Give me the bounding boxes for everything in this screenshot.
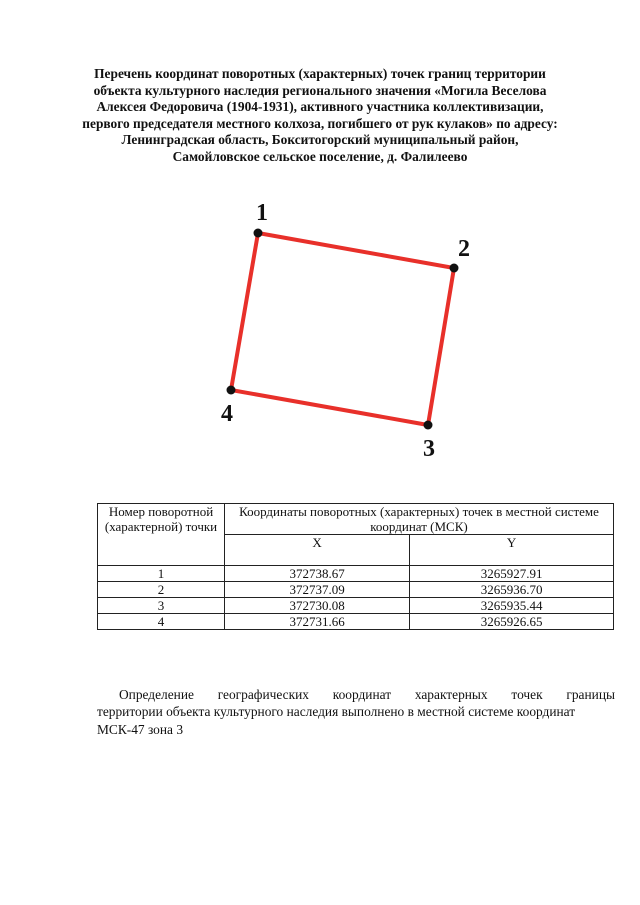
table-header-row <box>98 504 614 535</box>
point-number-cell: 2 <box>98 582 225 598</box>
x-cell: 372730.08 <box>225 598 410 614</box>
point-number-cell: 1 <box>98 566 225 582</box>
y-cell: 3265935.44 <box>410 598 614 614</box>
coordinates-header: Координаты поворотных (характерных) точек в местной системе координат (МСК) <box>225 504 614 535</box>
x-cell: 372738.67 <box>225 566 410 582</box>
coordinates-table <box>97 503 614 630</box>
y-cell: 3265927.91 <box>410 566 614 582</box>
note-line: Определение географических координат характерных точек границы <box>119 687 615 702</box>
vertex-point-4 <box>227 386 236 395</box>
y-column-header: Y <box>410 535 614 566</box>
point-number-cell: 3 <box>98 598 225 614</box>
vertex-label-4: 4 <box>221 401 233 427</box>
title-line: Перечень координат поворотных (характерных) точек границ территории <box>94 66 546 81</box>
vertex-label-1: 1 <box>256 200 268 226</box>
coordinate-system-note <box>97 686 615 738</box>
point-number-header: Номер поворотной (характерной) точки <box>98 504 225 566</box>
y-cell: 3265926.65 <box>410 614 614 630</box>
x-cell: 372731.66 <box>225 614 410 630</box>
title-line: объекта культурного наследия регионального значения «Могила Веселова <box>93 82 547 98</box>
y-cell: 3265936.70 <box>410 582 614 598</box>
x-column-header: X <box>225 535 410 566</box>
vertex-point-3 <box>424 421 433 430</box>
x-cell: 372737.09 <box>225 582 410 598</box>
vertex-label-3: 3 <box>423 436 435 462</box>
document-title <box>70 66 570 166</box>
vertex-label-2: 2 <box>458 236 470 262</box>
title-line: первого председателя местного колхоза, погибшего от рук кулаков» по адресу: <box>82 115 558 131</box>
table-row <box>98 582 614 598</box>
vertex-point-2 <box>450 264 459 273</box>
boundary-polygon <box>231 233 454 425</box>
note-line: МСК-47 зона 3 <box>97 721 184 737</box>
note-line: территории объекта культурного наследия выполнено в местной системе координат <box>97 704 576 720</box>
table-row <box>98 614 614 630</box>
point-number-cell: 4 <box>98 614 225 630</box>
table-row <box>98 598 614 614</box>
title-line: Самойловское сельское поселение, д. Фалилеево <box>172 148 468 164</box>
vertex-point-1 <box>254 229 263 238</box>
title-line: Алексея Федоровича (1904-1931), активного участника коллективизации, <box>96 99 544 115</box>
title-line: Ленинградская область, Бокситогорский муниципальный район, <box>121 132 519 148</box>
table-row <box>98 566 614 582</box>
